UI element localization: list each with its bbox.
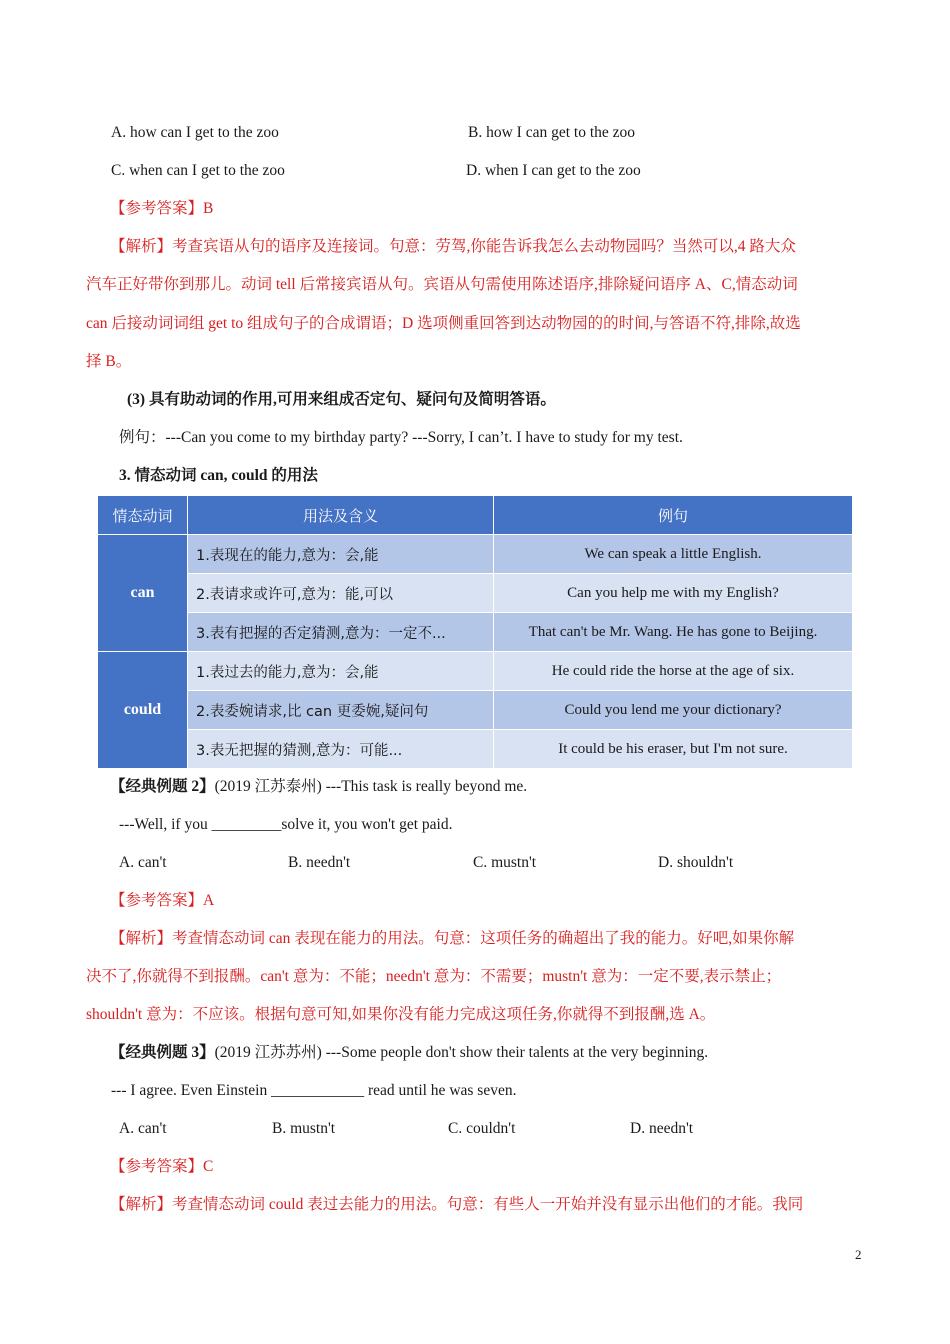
example-cell: Can you help me with my English? [494,574,853,613]
ex2-option-d: D. shouldn't [658,854,734,871]
q1-analysis-line-4: 择 B。 [86,353,132,370]
page-number: 2 [855,1247,862,1262]
analysis-label: 【解析】 [110,238,173,255]
usage-cell: 1.表现在的能力,意为：会,能 [188,535,494,574]
q1-option-d: D. when I can get to the zoo [466,162,641,179]
ex2-answer [110,891,214,911]
q1-option-b: B. how I can get to the zoo [468,124,636,141]
verb-cell-can: can [98,535,188,652]
ex2-analysis-line-3: shouldn't 意为：不应该。根据句意可知,如果你没有能力完成这项任务,你就得不到报酬,选 A。 [86,1006,716,1023]
header-example: 例句 [494,496,853,535]
usage-cell: 3.表有把握的否定猜测,意为：一定不... [188,613,494,652]
ex3-option-d: D. needn't [630,1120,694,1137]
table-row [98,613,853,652]
ex3-option-a: A. can't [119,1120,167,1137]
ex3-heading [110,1043,708,1063]
ex2-option-a: A. can't [119,854,167,871]
table-row [98,535,853,574]
answer-value: A [203,892,215,909]
ex3-analysis-line-1 [110,1195,803,1215]
analysis-text: 考查情态动词 can 表现在能力的用法。句意：这项任务的确超出了我的能力。好吧,如果你解 [172,930,795,947]
answer-label: 【参考答案】 [110,200,204,217]
ex2-heading [110,777,527,797]
q1-analysis-line-3: can 后接动词词组 get to 组成句子的合成谓语；D 选项侧重回答到达动物园的的时间,与答语不符,排除,故选 [86,315,801,332]
ex3-option-b: B. mustn't [272,1120,336,1137]
q1-analysis-line-1 [110,237,796,257]
example-cell: We can speak a little English. [494,535,853,574]
usage-cell: 2.表委婉请求,比 can 更委婉,疑问句 [188,691,494,730]
ex3-source: (2019 江苏苏州) ---Some people don't show their talents at the very beginning. [214,1044,709,1061]
table-row [98,691,853,730]
example-cell: It could be his eraser, but I'm not sure. [494,730,853,769]
answer-value: C [203,1158,214,1175]
table-row [98,730,853,769]
answer-label: 【参考答案】 [110,1158,204,1175]
ex2-analysis-line-2: 决不了,你就得不到报酬。can't 意为：不能；needn't 意为：不需要；mustn't 意为：一定不要,表示禁止； [86,968,782,985]
table-row [98,652,853,691]
table-row [98,574,853,613]
section-3-title: 3. 情态动词 can, could 的用法 [119,467,318,484]
q1-analysis-line-2: 汽车正好带你到那儿。动词 tell 后常接宾语从句。宾语从句需使用陈述语序,排除疑问语序 A、C,情态动词 [86,276,798,293]
table-header-row [98,496,853,535]
q1-option-c: C. when can I get to the zoo [111,162,285,179]
point-3-title: (3) 具有助动词的作用,可用来组成否定句、疑问句及简明答语。 [127,391,556,408]
usage-cell: 1.表过去的能力,意为：会,能 [188,652,494,691]
ex2-line-2: ---Well, if you _________solve it, you won't get paid. [119,816,453,833]
modal-verb-table [97,495,853,769]
ex3-answer [110,1157,213,1177]
point-3-example: 例句：---Can you come to my birthday party? ---Sorry, I can’t. I have to study for my test. [119,429,683,446]
ex2-analysis-line-1 [110,929,794,949]
ex2-source: (2019 江苏泰州) ---This task is really beyond me. [214,778,528,795]
ex3-line-2: --- I agree. Even Einstein ____________ read until he was seven. [111,1082,517,1099]
answer-value: B [203,200,214,217]
ex2-option-c: C. mustn't [473,854,537,871]
analysis-text: 考查宾语从句的语序及连接词。句意：劳驾,你能告诉我怎么去动物园吗？当然可以,4 路大众 [172,238,796,255]
answer-label: 【参考答案】 [110,892,204,909]
usage-cell: 2.表请求或许可,意为：能,可以 [188,574,494,613]
usage-cell: 3.表无把握的猜测,意为：可能... [188,730,494,769]
ex2-label: 【经典例题 2】 [110,778,215,795]
q1-answer [110,199,213,219]
ex3-label: 【经典例题 3】 [110,1044,215,1061]
header-usage: 用法及含义 [188,496,494,535]
analysis-label: 【解析】 [110,930,173,947]
analysis-text: 考查情态动词 could 表过去能力的用法。句意：有些人一开始并没有显示出他们的才能。我同 [172,1196,804,1213]
analysis-label: 【解析】 [110,1196,173,1213]
header-verb: 情态动词 [98,496,188,535]
q1-option-a: A. how can I get to the zoo [111,124,279,141]
example-cell: Could you lend me your dictionary? [494,691,853,730]
verb-cell-could: could [98,652,188,769]
ex3-option-c: C. couldn't [448,1120,516,1137]
example-cell: That can't be Mr. Wang. He has gone to Beijing. [494,613,853,652]
ex2-option-b: B. needn't [288,854,351,871]
example-cell: He could ride the horse at the age of six. [494,652,853,691]
